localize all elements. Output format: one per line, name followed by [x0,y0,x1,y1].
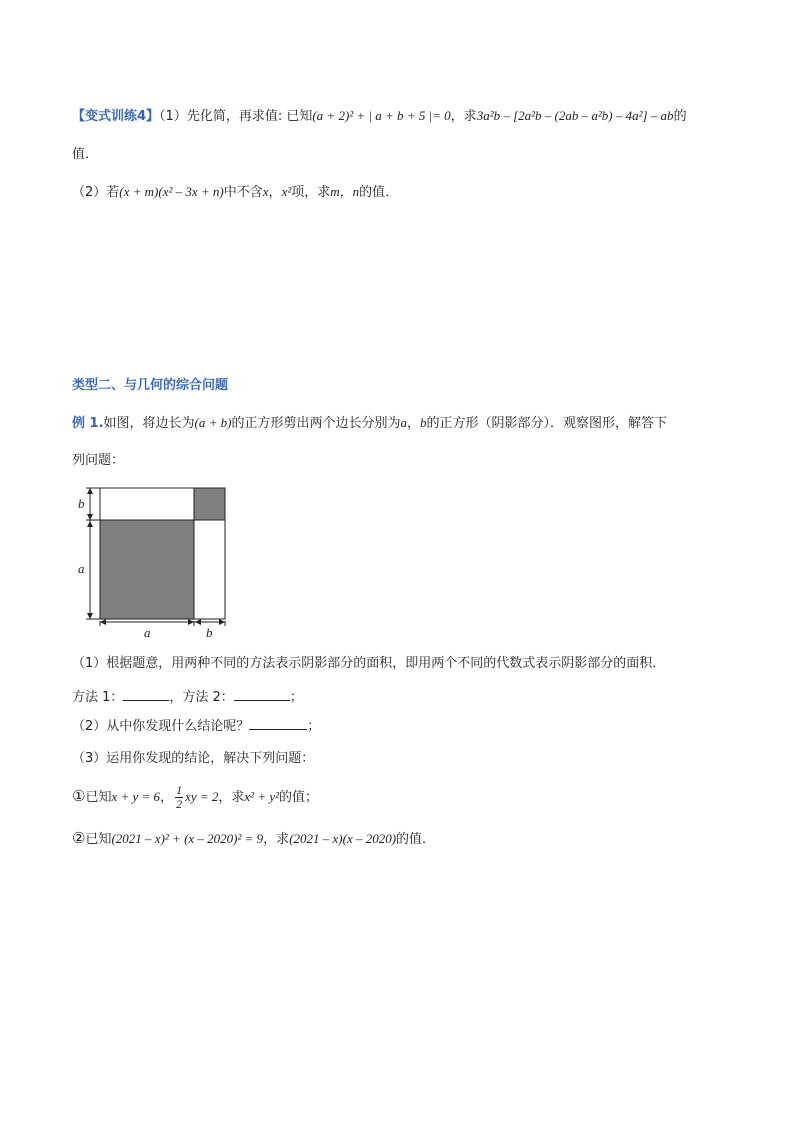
text: 中不含 [223,185,263,200]
target-product: (2021 – x)(x – 2020) [289,831,397,846]
exercise-tag: 【变式训练4】 [72,109,160,124]
text: （1）先化简，再求值: 已知 [159,109,313,124]
methods-line [72,688,303,708]
square-a [100,520,194,619]
exercise-4-part1-cont: 值． [72,147,99,162]
square-figure [72,484,242,640]
text: 的值． [396,832,436,847]
simplify-expr: 3a²b – [2a²b – (2ab – a²b) – 4a²] – ab [476,108,674,123]
question-3: （3）运用你发现的结论，解决下列问题： [72,751,315,766]
question-1: （1）根据题意，用两种不同的方法表示阴影部分的面积，即用两个不同的代数式表示阴影部分的面积． [72,656,666,671]
eq-product: xy = 2 [185,789,219,804]
var-a: a [400,415,407,430]
method1-label: 方法 1： [72,690,124,705]
vars-mn: m，n [330,184,360,199]
conclusion-blank[interactable] [249,717,307,730]
term-x: x [262,184,269,199]
side-expr: (a + b) [194,415,232,430]
example-label: 例 1. [72,416,104,431]
eq-sum: x + y = 6 [111,789,161,804]
label-a-side: a [78,561,85,576]
denominator: 2 [176,797,183,811]
text: ， [160,790,174,805]
numerator: 1 [176,783,183,797]
text: ； [289,690,303,705]
text: 已知 [85,832,112,847]
question-2 [72,717,320,737]
var-b: b [420,415,427,430]
example-1-line1 [72,413,667,434]
text: 项，求 [291,185,331,200]
text: 已知 [85,790,112,805]
sub-question-1 [72,784,318,811]
exercise-4-part2 [72,182,398,203]
exercise-4-part1 [72,106,687,127]
method2-label: ，方法 2： [169,690,234,705]
text: 的 [673,109,687,124]
example-1-line2: 列问题： [72,453,125,468]
text: 的正方形（阴影部分）．观察图形，解答下 [426,416,668,431]
section-heading: 类型二、与几何的综合问题 [72,378,229,393]
text: （2）若 [72,185,120,200]
eq-squares: (2021 – x)² + (x – 2020)² = 9 [111,831,264,846]
target-expr: x² + y² [244,789,280,804]
method1-blank[interactable] [123,688,169,701]
text: （2）从中你发现什么结论呢？ [72,719,250,734]
text: ，求 [450,109,477,124]
label-a-bottom: a [144,625,151,640]
text: ， [268,185,282,200]
text: ，求 [218,790,245,805]
text: 的正方形剪出两个边长分别为 [231,416,401,431]
text: 如图，将边长为 [103,416,195,431]
product-expr: (x + m)(x² – 3x + n) [119,184,224,199]
text: 的值． [359,185,399,200]
square-b [194,488,225,520]
text: ， [406,416,420,431]
text: ； [307,719,321,734]
circle-one: ① [72,787,86,805]
circle-two: ② [72,829,86,847]
label-b-bottom: b [206,625,213,640]
condition-expr: (a + 2)² + | a + b + 5 |= 0 [312,108,451,123]
term-x2: x² [281,184,292,199]
fraction-half [175,784,183,811]
method2-blank[interactable] [234,688,290,701]
label-b-side: b [78,496,85,511]
sub-question-2 [72,828,435,850]
text: ，求 [263,832,290,847]
text: 的值； [279,790,319,805]
